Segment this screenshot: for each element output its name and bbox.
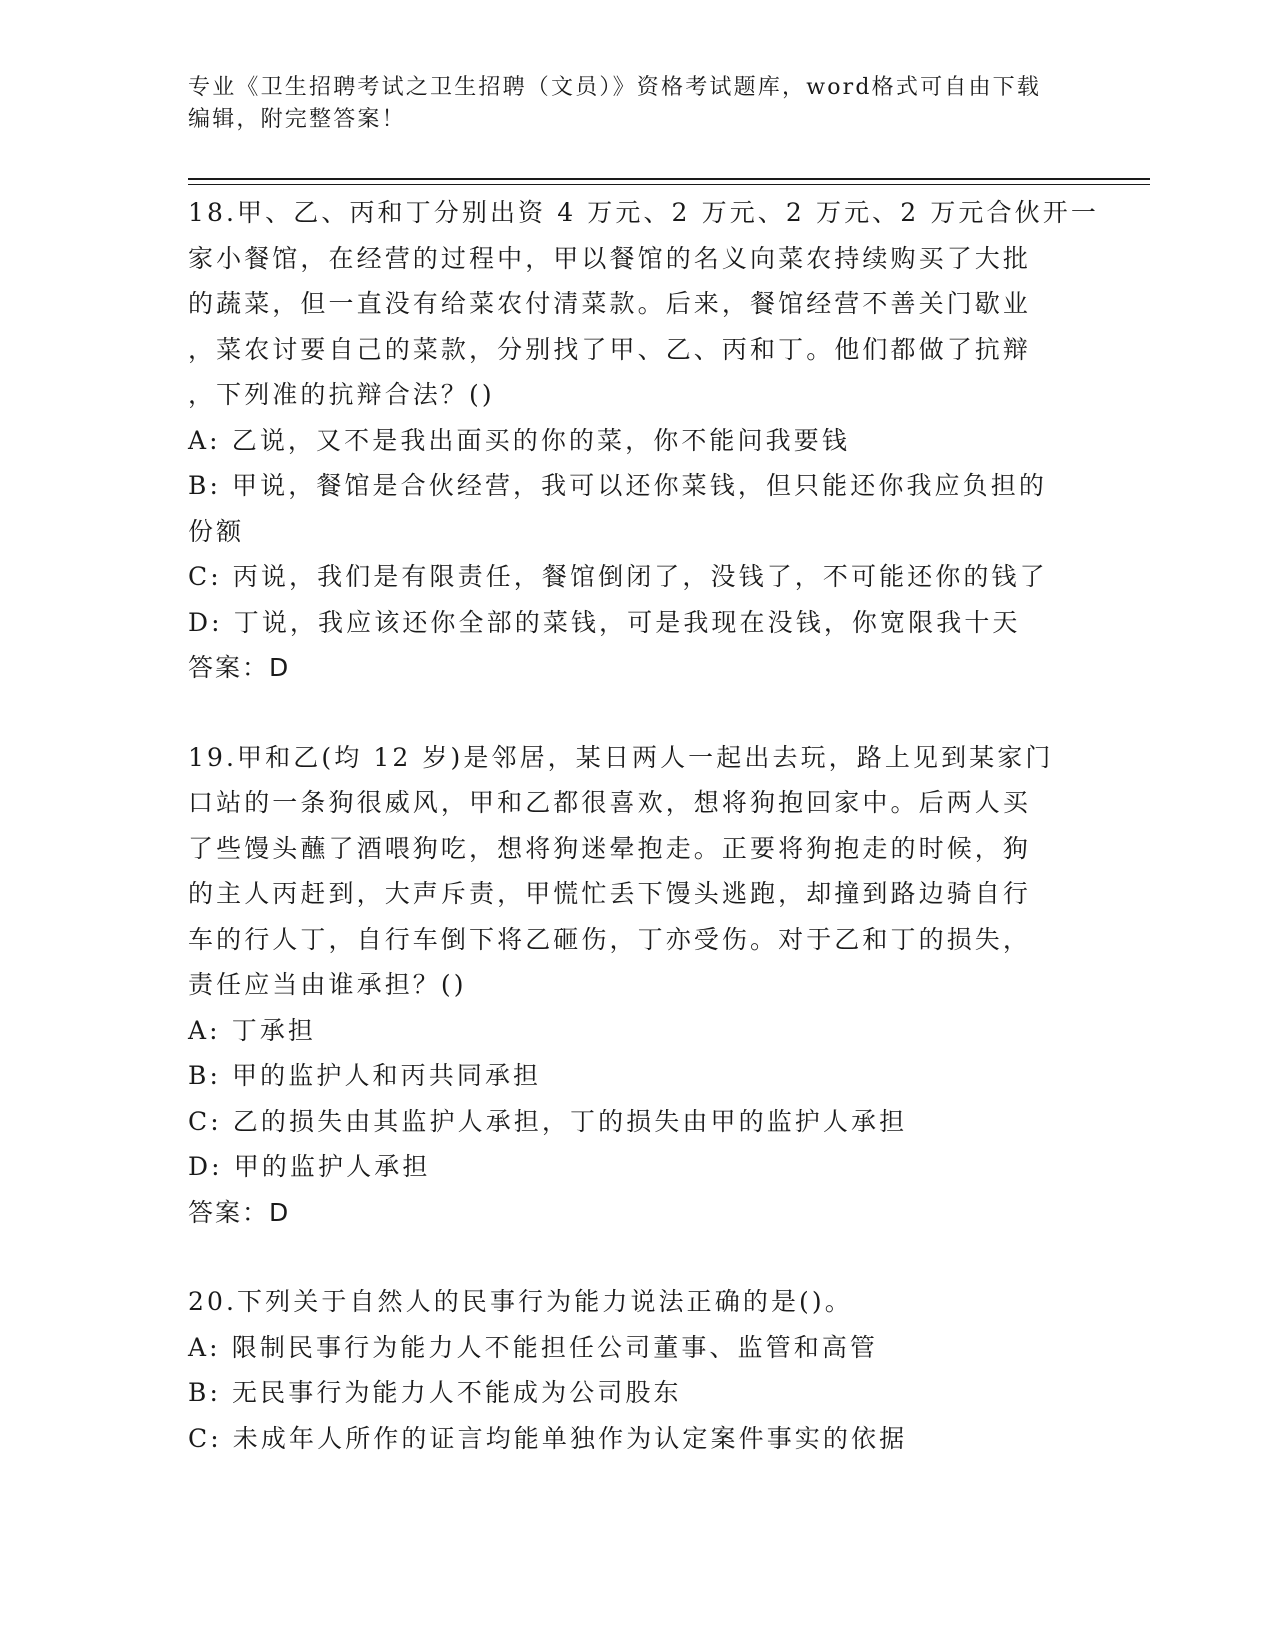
header-divider-thin (188, 184, 1150, 185)
answer-option (188, 1099, 1088, 1145)
answer-label: 答案： (188, 653, 270, 682)
question-stem-line: 18.甲、乙、丙和丁分别出资 4 万元、2 万元、2 万元、2 万元合伙开一 (188, 198, 1099, 227)
question-list (188, 190, 1099, 1505)
answer-option (188, 1008, 1088, 1054)
answer-label: 答案： (188, 1197, 270, 1227)
answer-option-line: A: 丁承担 (188, 1015, 317, 1045)
question-stem-line: 了些馒头蘸了酒喂狗吃，想将狗迷晕抱走。正要将狗抱走的时候，狗 (188, 833, 1032, 863)
question-stem-line: ，下列准的抗辩合法？() (188, 380, 495, 409)
answer-option (188, 600, 1088, 646)
answer-option-line: A: 限制民事行为能力人不能担任公司董事、监管和高管 (188, 1332, 879, 1362)
question-stem-line: 的蔬菜，但一直没有给菜农付清菜款。后来，餐馆经营不善关门歇业 (188, 289, 1032, 318)
answer-option-line: C: 未成年人所作的证言均能单独作为认定案件事实的依据 (188, 1423, 908, 1453)
question-stem-line: 责任应当由谁承担？() (188, 970, 467, 999)
answer-option-line: B: 无民事行为能力人不能成为公司股东 (188, 1378, 682, 1407)
answer-option (188, 1416, 1088, 1462)
answer-option-line: A: 乙说，又不是我出面买的你的菜，你不能问我要钱 (188, 425, 850, 455)
correct-answer (188, 645, 1088, 691)
answer-value: D (269, 1197, 291, 1227)
question-stem-line: 19.甲和乙(均 12 岁)是邻居，某日两人一起出去玩，路上见到某家门 (188, 742, 1054, 772)
question-stem-line: 口站的一条狗很威风，甲和乙都很喜欢，想将狗抱回家中。后两人买 (188, 788, 1032, 817)
header-line-1: 专业《卫生招聘考试之卫生招聘（文员）》资格考试题库，word格式可自由下载 (188, 75, 1042, 100)
answer-option-line: B: 甲的监护人和丙共同承担 (188, 1061, 542, 1090)
question-stem-line: 20.下列关于自然人的民事行为能力说法正确的是()。 (188, 1287, 853, 1316)
answer-option-line: D: 丁说，我应该还你全部的菜钱，可是我现在没钱，你宽限我十天 (188, 607, 1021, 637)
answer-option-line: D: 甲的监护人承担 (188, 1152, 431, 1181)
answer-option-line: C: 丙说，我们是有限责任，餐馆倒闭了，没钱了，不可能还你的钱了 (188, 562, 1048, 591)
question-stem-line: 车的行人丁，自行车倒下将乙砸伤，丁亦受伤。对于乙和丁的损失， (188, 924, 1032, 954)
answer-option (188, 554, 1088, 600)
answer-option (188, 1053, 1088, 1099)
header-line-2: 编辑，附完整答案！ (188, 107, 406, 132)
answer-option-line: 份额 (188, 516, 245, 546)
question-stem-line: 家小餐馆，在经营的过程中，甲以餐馆的名义向菜农持续购买了大批 (188, 243, 1032, 273)
correct-answer (188, 1190, 1088, 1236)
answer-option (188, 418, 1088, 464)
question-block (188, 735, 1088, 1236)
answer-option (188, 1325, 1088, 1371)
answer-option-line: B: 甲说，餐馆是合伙经营，我可以还你菜钱，但只能还你我应负担的 (188, 471, 1047, 500)
document-header (188, 72, 1068, 136)
answer-option (188, 1370, 1088, 1416)
header-divider-thick (188, 178, 1150, 180)
question-stem-line: ，菜农讨要自己的菜款，分别找了甲、乙、丙和丁。他们都做了抗辩 (188, 334, 1032, 364)
answer-option (188, 463, 1088, 554)
answer-option-line: C: 乙的损失由其监护人承担，丁的损失由甲的监护人承担 (188, 1106, 908, 1136)
answer-option (188, 1144, 1088, 1190)
question-block (188, 1279, 1088, 1461)
answer-value: D (269, 653, 291, 682)
question-block (188, 190, 1099, 691)
question-stem-line: 的主人丙赶到，大声斥责，甲慌忙丢下馒头逃跑，却撞到路边骑自行 (188, 879, 1032, 908)
